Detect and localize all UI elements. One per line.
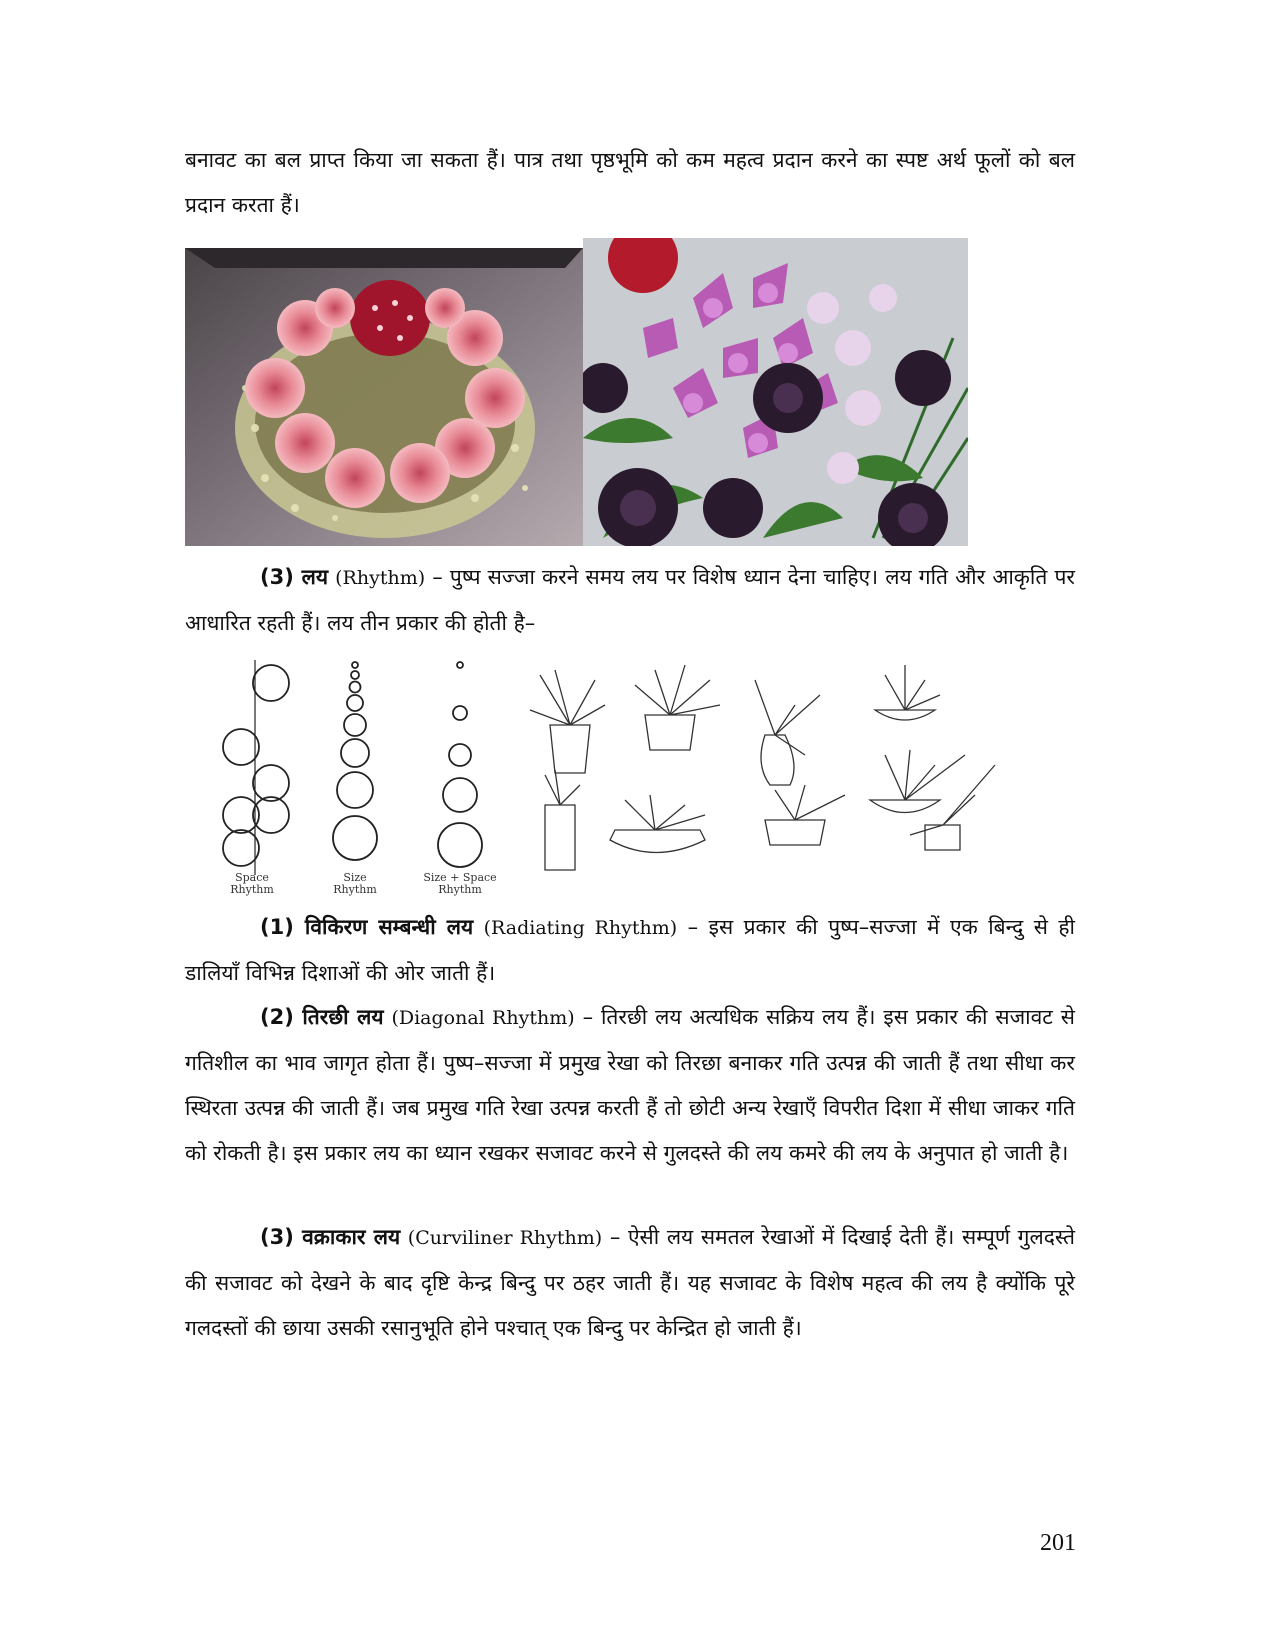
caption-size: Size (343, 871, 367, 884)
diagonal-label: (2) तिरछी लय (260, 1005, 384, 1029)
rhythm-text: – पुष्प सज्जा करने समय लय पर विशेष ध्यान देना चाहिए। लय गति और आकृति पर आधारित रहती हैं। लय तीन प्रकार की होती है– (185, 565, 1075, 635)
caption-size-space-rhythm: Rhythm (438, 883, 482, 896)
radiating-label: (1) विकिरण सम्बन्धी लय (260, 915, 474, 939)
paragraph-intro: बनावट का बल प्राप्त किया जा सकता हैं। पात्र तथा पृष्ठभूमि को कम महत्व प्रदान करने का स्पष्ट अर्थ फूलों को बल प्रदान करता हैं। (185, 148, 1075, 217)
paragraph-diagonal (185, 995, 1075, 1176)
curviliner-label: (3) वक्राकार लय (260, 1225, 401, 1249)
diagonal-text: – तिरछी लय अत्यधिक सक्रिय लय हैं। इस प्रकार की सजावट से गतिशील का भाव जागृत होता हैं। पुष्प–सज्जा में प्रमुख रेखा को तिरछा बनाकर गति उत्पन्न की जाती हैं तथा सीधा कर स्थिरता उत्पन्न की जाती हैं। जब प्रमुख गति रेखा उत्पन्न करती हैं तो छोटी अन्य रेखाएँ विपरीत दिशा में सीधा जाकर गति को रोकती है। इस प्रकार लय का ध्यान रखकर सजावट करने से गुलदस्ते की लय कमरे की लय के अनुपात हो जाती है। (185, 1005, 1075, 1165)
rhythm-types-diagram (205, 655, 1055, 915)
rose-arrangement-photo (185, 248, 583, 546)
caption-size-space: Size + Space (423, 871, 497, 884)
size-space-rhythm-drawing (438, 662, 482, 867)
caption-space-rhythm: Rhythm (230, 883, 274, 896)
paragraph-curviliner (185, 1215, 1075, 1351)
space-rhythm-drawing (223, 660, 289, 875)
diagonal-english: (Diagonal Rhythm) (391, 1007, 575, 1029)
caption-size-rhythm: Rhythm (333, 883, 377, 896)
curviliner-english: (Curviliner Rhythm) (407, 1227, 603, 1249)
page-number: 201 (1040, 1530, 1076, 1556)
radiating-english: (Radiating Rhythm) (483, 917, 678, 939)
arrangement-sketches (530, 665, 995, 870)
curviliner-text: – ऐसी लय समतल रेखाओं में दिखाई देती हैं। सम्पूर्ण गुलदस्ते की सजावट को देखने के बाद दृष्टि केन्द्र बिन्दु पर ठहर जाती हैं। यह सजावट के विशेष महत्व की लय है क्योंकि पूरे गलदस्तों की छाया उसकी रसानुभूति होने पश्चात् एक बिन्दु पर केन्द्रित हो जाती हैं। (185, 1225, 1075, 1340)
paragraph-rhythm (185, 555, 1075, 646)
rhythm-english: (Rhythm) (335, 567, 426, 589)
caption-space: Space (235, 871, 269, 884)
orchid-arrangement-photo (583, 238, 968, 546)
radiating-text: – इस प्रकार की पुष्प–सज्जा में एक बिन्दु से ही डालियाँ विभिन्न दिशाओं की ओर जाती हैं। (185, 915, 1075, 985)
paragraph-radiating (185, 905, 1075, 996)
size-rhythm-drawing (333, 662, 377, 860)
rhythm-label: (3) लय (260, 565, 328, 589)
